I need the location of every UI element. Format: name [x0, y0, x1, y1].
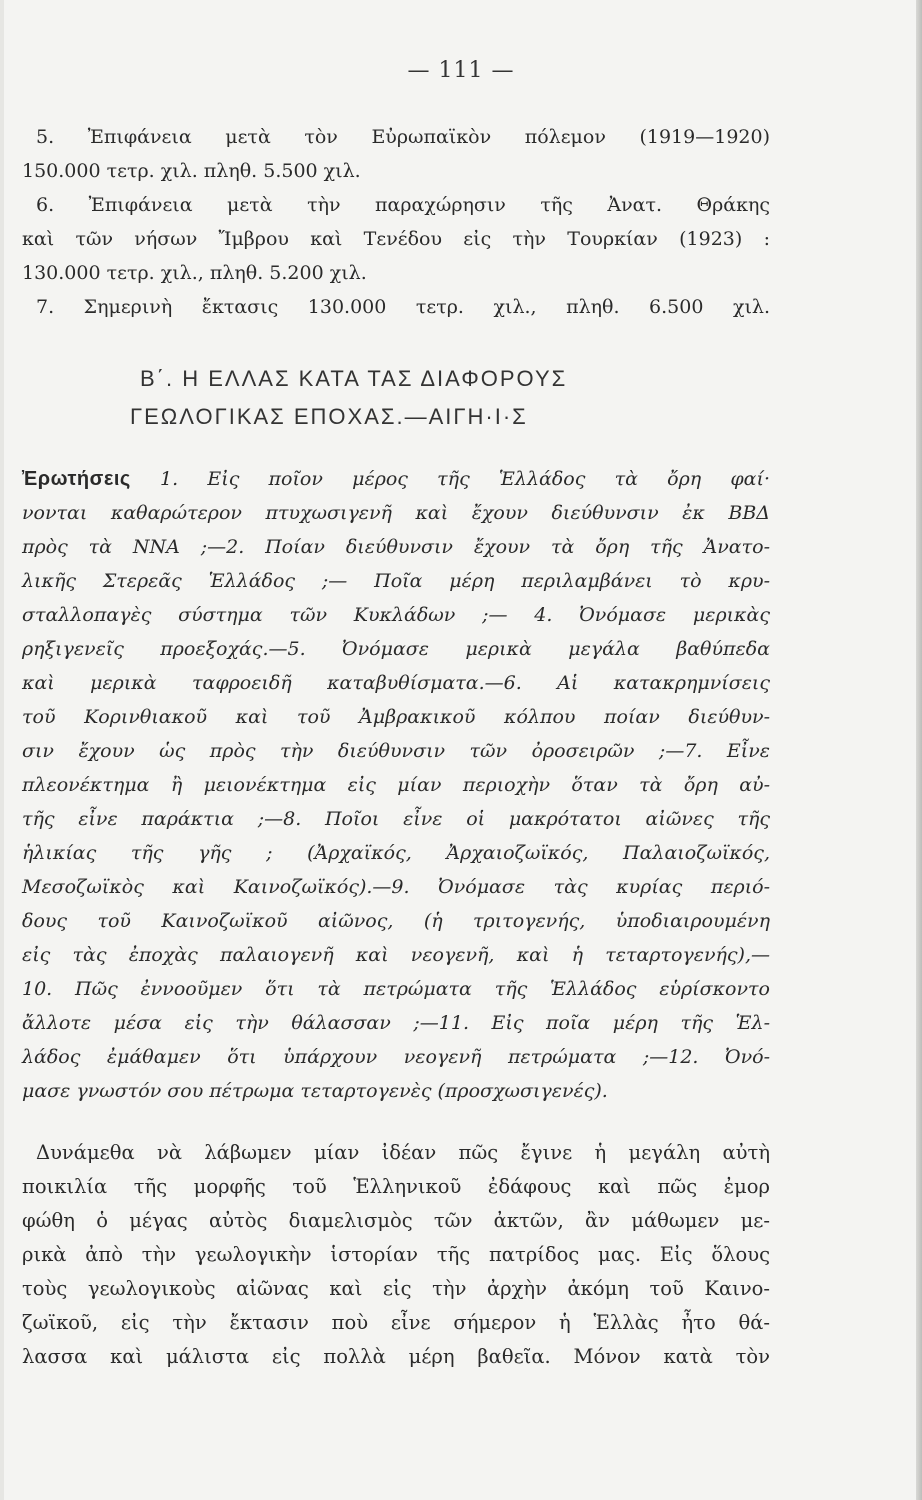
- paragraph-line: λασσα καὶ μάλιστα εἰς πολλὰ μέρη βαθεῖα. Μόνον κατὰ τὸν: [22, 1345, 770, 1368]
- paragraph-line: ποικιλία τῆς μορφῆς τοῦ Ἑλληνικοῦ ἐδάφους καὶ πῶς ἐμορ: [22, 1175, 770, 1198]
- question-line: λάδος ἐμάθαμεν ὅτι ὑπάρχουν νεογενῆ πετρώματα ;—12. Ὀνό-: [22, 1046, 770, 1068]
- questions-block: [22, 462, 770, 1108]
- question-line: ἡλικίας τῆς γῆς ; (Ἀρχαϊκός, Ἀρχαιοζωϊκός, Παλαιοζωϊκός,: [22, 842, 770, 864]
- page-left-edge: [0, 0, 4, 1500]
- section-heading-line-2: ΓΕΩΛΟΓΙΚΑΣ ΕΠΟΧΑΣ.—ΑΙΓΗ·Ι·Σ: [130, 404, 528, 429]
- paragraph-line: ρικὰ ἀπὸ τὴν γεωλογικὴν ἱστορίαν τῆς πατρίδος μας. Εἰς ὅλους: [22, 1243, 770, 1266]
- question-line: ρηξιγενεῖς προεξοχάς.—5. Ὀνόμασε μερικὰ μεγάλα βαθύπεδα: [22, 638, 770, 660]
- question-line: σταλλοπαγὲς σύστημα τῶν Κυκλάδων ;— 4. Ὀνόμασε μερικὰς: [22, 604, 770, 626]
- question-line: Μεσοζωϊκὸς καὶ Καινοζωϊκός).—9. Ὀνόμασε τὰς κυρίας περιό-: [22, 876, 770, 898]
- question-line: λικῆς Στερεᾶς Ἑλλάδος ;— Ποῖα μέρη περιλαμβάνει τὸ κρυ-: [22, 570, 770, 592]
- question-text: 1. Εἰς ποῖον μέρος τῆς Ἑλλάδος τὰ ὄρη φαί·: [160, 468, 770, 490]
- question-line: σιν ἔχουν ὡς πρὸς τὴν διεύθυνσιν τῶν ὀροσειρῶν ;—7. Εἶνε: [22, 740, 770, 762]
- question-line: μασε γνωστόν σου πέτρωμα τεταρτογενὲς (προσχωσιγενές).: [22, 1080, 608, 1102]
- question-line: [22, 462, 770, 496]
- questions-label: Ἐρωτήσεις: [22, 468, 131, 490]
- section-heading-line-1: Β΄. Η ΕΛΛΑΣ ΚΑΤΑ ΤΑΣ ΔΙΑΦΟΡΟΥΣ: [140, 366, 568, 391]
- list-line: 5. Ἐπιφάνεια μετὰ τὸν Εὐρωπαϊκὸν πόλεμον (1919—1920): [36, 126, 770, 148]
- paragraph-line: ζωϊκοῦ, εἰς τὴν ἔκτασιν ποὺ εἶνε σήμερον ἡ Ἑλλὰς ἦτο θά-: [22, 1311, 770, 1334]
- paragraph-line: τοὺς γεωλογικοὺς αἰῶνας καὶ εἰς τὴν ἀρχὴν ἀκόμη τοῦ Καινο-: [22, 1277, 770, 1300]
- body-paragraph: [22, 1136, 770, 1374]
- question-line: τῆς εἶνε παράκτια ;—8. Ποῖοι εἶνε οἱ μακρότατοι αἰῶνες τῆς: [22, 808, 770, 830]
- area-list: [22, 120, 770, 324]
- list-line: 6. Ἐπιφάνεια μετὰ τὴν παραχώρησιν τῆς Ἀνατ. Θράκης: [36, 194, 770, 216]
- list-line: 150.000 τετρ. χιλ. πληθ. 5.500 χιλ.: [22, 160, 361, 182]
- page-number: — 111 —: [407, 58, 515, 83]
- page-content: [22, 120, 770, 1374]
- list-line: καὶ τῶν νήσων Ἴμβρου καὶ Τενέδου εἰς τὴν Τουρκίαν (1923) :: [22, 228, 770, 250]
- paragraph-line: φώθη ὁ μέγας αὐτὸς διαμελισμὸς τῶν ἀκτῶν, ἂν μάθωμεν με-: [22, 1209, 770, 1232]
- list-line: 7. Σημερινὴ ἔκτασις 130.000 τετρ. χιλ., πληθ. 6.500 χιλ.: [36, 296, 770, 318]
- question-line: εἰς τὰς ἐποχὰς παλαιογενῆ καὶ νεογενῆ, καὶ ἡ τεταρτογενής),—: [22, 944, 770, 966]
- question-line: καὶ μερικὰ ταφροειδῆ καταβυθίσματα.—6. Αἱ κατακρημνίσεις: [22, 672, 770, 694]
- question-line: νονται καθαρώτερον πτυχωσιγενῆ καὶ ἔχουν διεύθυνσιν ἐκ ΒΒΔ: [22, 502, 770, 524]
- question-line: 10. Πῶς ἐννοοῦμεν ὅτι τὰ πετρώματα τῆς Ἑλλάδος εὑρίσκοντο: [22, 978, 770, 1000]
- paragraph-line: Δυνάμεθα νὰ λάβωμεν μίαν ἰδέαν πῶς ἔγινε ἡ μεγάλη αὐτὴ: [36, 1141, 770, 1164]
- question-line: τοῦ Κορινθιακοῦ καὶ τοῦ Ἀμβρακικοῦ κόλπου ποίαν διεύθυν-: [22, 706, 770, 728]
- question-line: πλεονέκτημα ἢ μειονέκτημα εἰς μίαν περιοχὴν ὅταν τὰ ὄρη αὐ-: [22, 774, 770, 796]
- list-line: 130.000 τετρ. χιλ., πληθ. 5.200 χιλ.: [22, 262, 367, 284]
- question-line: δους τοῦ Καινοζωϊκοῦ αἰῶνος, (ἡ τριτογενής, ὑποδιαιρουμένη: [22, 910, 770, 932]
- question-line: πρὸς τὰ ΝΝΑ ;—2. Ποίαν διεύθυνσιν ἔχουν τὰ ὄρη τῆς Ἀνατο-: [22, 536, 770, 558]
- question-line: ἄλλοτε μέσα εἰς τὴν θάλασσαν ;—11. Εἰς ποῖα μέρη τῆς Ἑλ-: [22, 1012, 770, 1034]
- page-right-edge: [916, 0, 922, 1500]
